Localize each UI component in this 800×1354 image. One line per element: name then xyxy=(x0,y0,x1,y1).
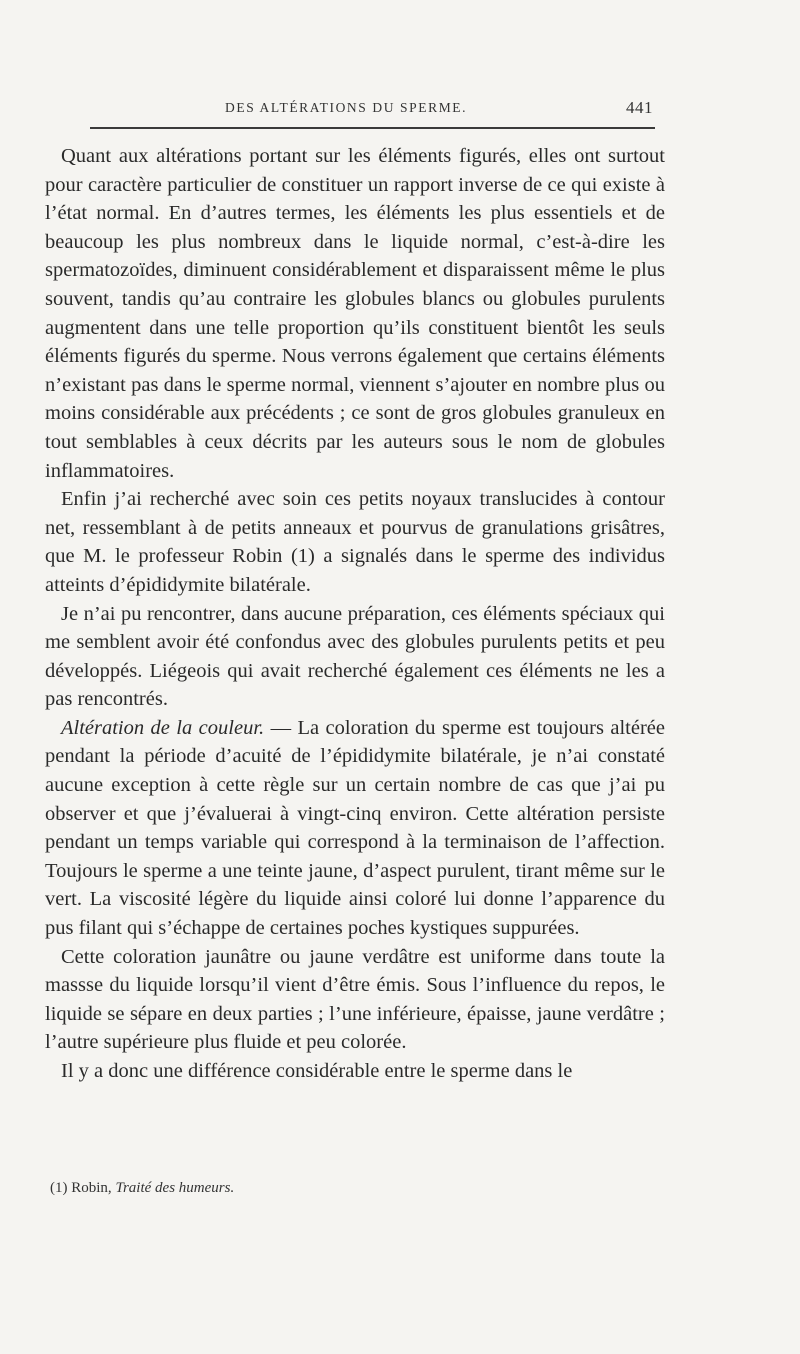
section-heading: Altération de la couleur. xyxy=(61,716,265,739)
paragraph-text: — La coloration du sperme est toujours altérée pendant la période d’acuité de l’épididymite bilatérale, je n’ai constaté aucune exception à cette règle sur un certain nombre de cas que j’ai pu observer et que j’évaluerai à vingt-cinq environ. Cette altération persiste pendant un temps variable qui correspond à la terminaison de l’affection. Toujours le sperme a une teinte jaune, d’aspect purulent, tirant même sur le vert. La viscosité légère du liquide ainsi coloré lui donne l’apparence du pus filant qui s’échappe de certaines poches kystiques suppurées. xyxy=(45,716,665,940)
running-title: DES ALTÉRATIONS DU SPERME. xyxy=(225,100,468,115)
paragraph: Enfin j’ai recherché avec soin ces petits noyaux translucides à contour net, ressemblant à de petits anneaux et pourvus de granulations grisâtres, que M. le professeur Robin (1) a signalés dans le sperme des individus atteints d’épididymite bilatérale. xyxy=(45,488,665,596)
body-text xyxy=(45,142,665,1086)
page-number: 441 xyxy=(626,98,653,117)
running-head xyxy=(225,98,653,117)
paragraph: Quant aux altérations portant sur les éléments figurés, elles ont surtout pour caractère particulier de constituer un rapport inverse de ce qui existe à l’état normal. En d’autres termes, les éléments les plus essentiels et de beaucoup les plus nombreux dans le liquide normal, c’est-à-dire les spermatozoïdes, diminuent considérablement et disparaissent même le plus souvent, tandis qu’au contraire les globules blancs ou globules purulents augmentent dans une telle proportion qu’ils constituent bientôt les seuls éléments figurés du sperme. Nous verrons également que certains éléments n’existant pas dans le sperme normal, viennent s’ajouter en nombre plus ou moins considérable aux précédents ; ce sont de gros globules granuleux en tout semblables à ceux décrits par les auteurs sous le nom de globules inflammatoires. xyxy=(45,145,665,482)
footnote-author: Robin, xyxy=(71,1180,112,1196)
paragraph: Cette coloration jaunâtre ou jaune verdâtre est uniforme dans toute la massse du liquide lorsqu’il vient d’être émis. Sous l’influence du repos, le liquide se sépare en deux parties ; l’une inférieure, épaisse, jaune verdâtre ; l’autre supérieure plus fluide et peu colorée. xyxy=(45,945,665,1054)
footnote-marker: (1) xyxy=(50,1180,68,1196)
paragraph: Je n’ai pu rencontrer, dans aucune préparation, ces éléments spéciaux qui me semblent avoir été confondus avec des globules purulents petits et peu développés. Liégeois qui avait recherché également ces éléments ne les a pas rencontrés. xyxy=(45,602,665,711)
paragraph: Il y a donc une différence considérable entre le sperme dans le xyxy=(61,1060,573,1082)
footnote-title: Traité des humeurs. xyxy=(115,1180,235,1196)
footnote xyxy=(50,1180,650,1197)
header-rule xyxy=(90,127,655,129)
paragraph xyxy=(45,714,665,943)
